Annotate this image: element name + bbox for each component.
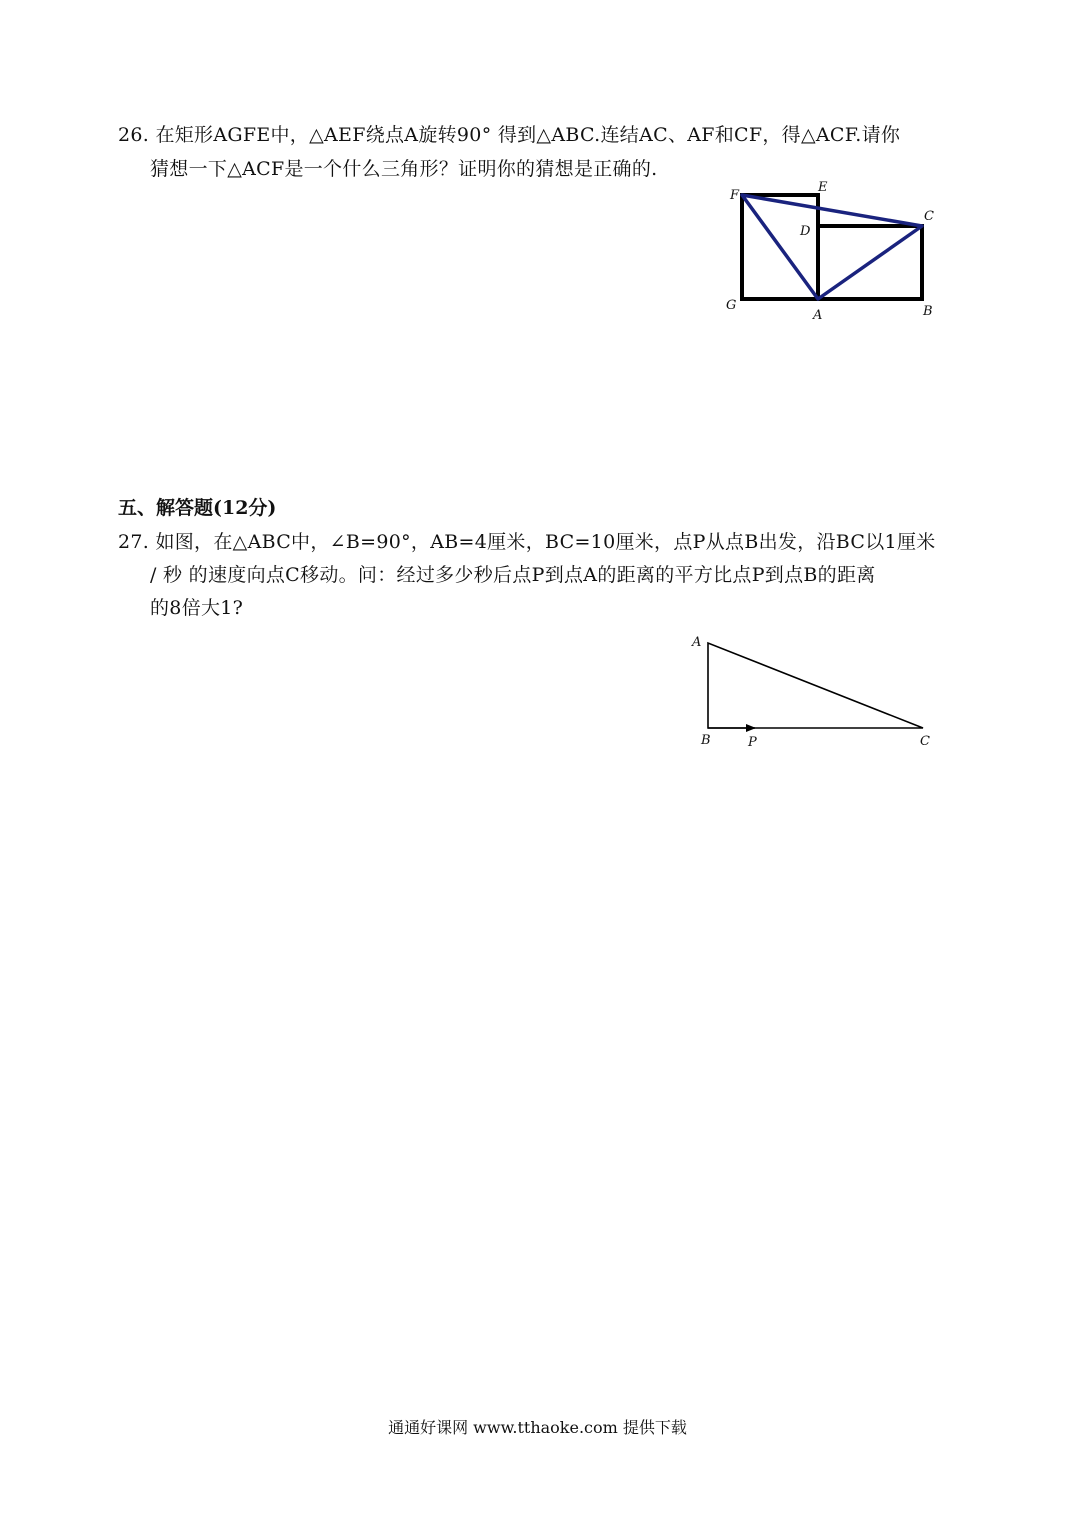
label-f: F <box>730 188 740 203</box>
q26-text-line-1: 26. 在矩形AGFE中，△AEF绕点A旋转90° 得到△ABC.连结AC、AF和CF，得△ACF.请你 <box>118 124 901 146</box>
triangle-abc <box>708 643 923 728</box>
label-e: E <box>818 180 828 195</box>
section-five-heading: 五、解答题(12分) <box>118 497 277 519</box>
q26-figure <box>720 175 950 325</box>
label-d: D <box>800 224 811 239</box>
label-c: C <box>924 209 934 224</box>
q27-figure <box>685 628 945 758</box>
label-g: G <box>726 298 737 313</box>
q26-text-line-2: 猜想一下△ACF是一个什么三角形？证明你的猜想是正确的. <box>150 158 658 180</box>
label-b: B <box>923 304 933 319</box>
label-a: A <box>813 308 823 323</box>
label-c: C <box>920 734 930 749</box>
label-a: A <box>692 635 702 650</box>
page-footer: 通通好课网 www.tthaoke.com 提供下载 <box>388 1418 687 1437</box>
triangle-acf <box>742 195 922 299</box>
label-p: P <box>748 735 757 750</box>
q27-text-line-3: 的8倍大1? <box>150 597 244 619</box>
label-b: B <box>701 733 711 748</box>
q27-text-line-2: / 秒 的速度向点C移动。问：经过多少秒后点P到点A的距离的平方比点P到点B的距离 <box>150 564 876 586</box>
q27-text-line-1: 27. 如图，在△ABC中，∠B=90°，AB=4厘米，BC=10厘米，点P从点B出发，沿BC以1厘米 <box>118 531 936 553</box>
